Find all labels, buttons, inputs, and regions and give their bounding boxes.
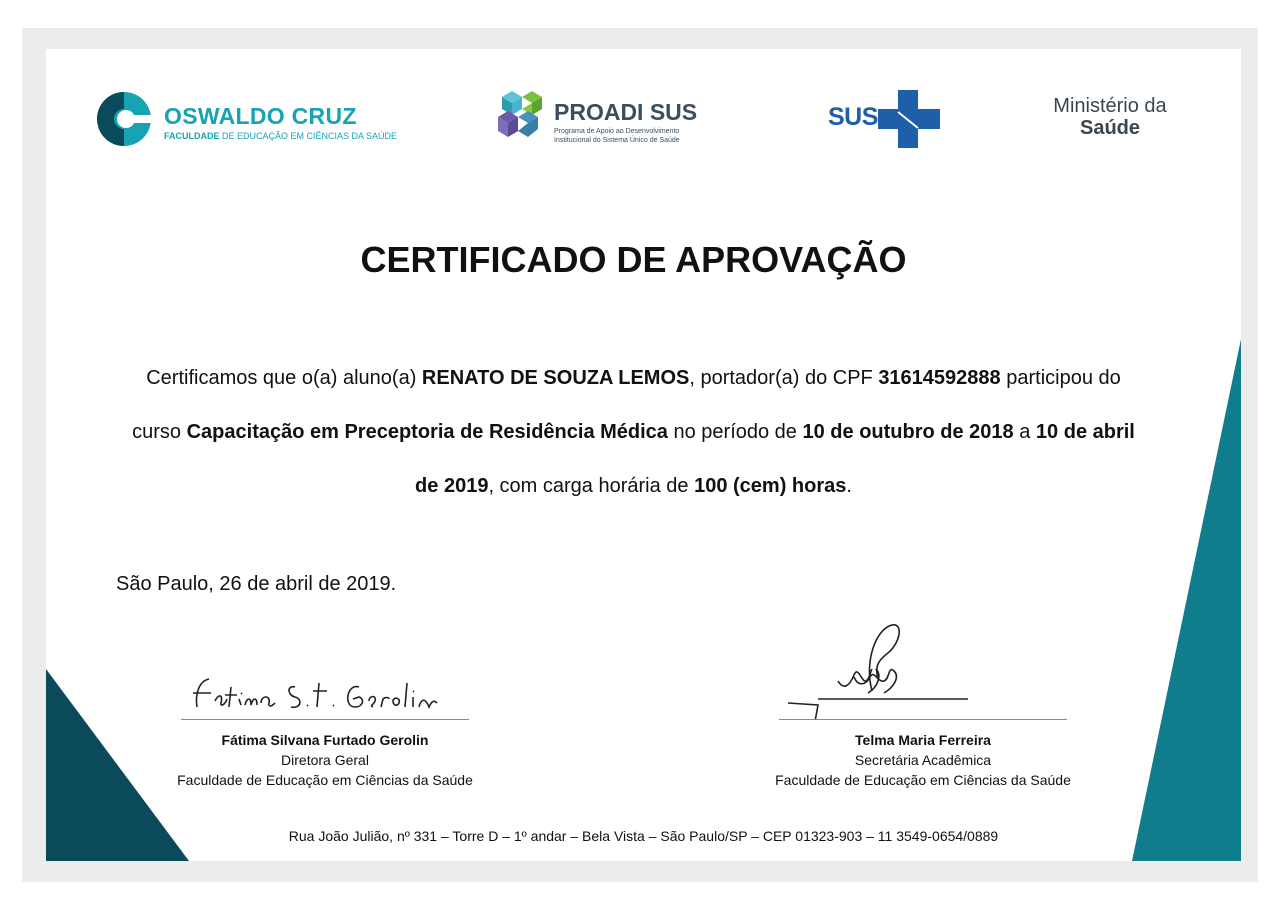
sus-cross-icon (878, 90, 940, 148)
proadi-cubes-icon (494, 87, 550, 143)
ministerio-line2: Saúde (1079, 117, 1141, 139)
body-text-6: , com carga horária de (488, 475, 695, 497)
place-date: São Paulo, 26 de abril de 2019. (116, 573, 397, 595)
body-text-7: . (846, 475, 852, 497)
ministerio-line1: Ministério da (1053, 95, 1167, 117)
sus-logo (828, 89, 940, 149)
signature-right-line (779, 719, 1067, 720)
certificate-page (46, 49, 1241, 861)
signature-right-loops (814, 621, 934, 701)
signature-left-name: Fátima Silvana Furtado Gerolin (221, 732, 429, 748)
signature-left-org: Faculdade de Educação em Ciências da Saúde (177, 772, 473, 788)
proadi-subtitle: Programa de Apoio ao Desenvolvimento Institucional do Sistema Único de Saúde (554, 128, 680, 144)
course-name: Capacitação em Preceptoria de Residência Médica (186, 421, 668, 443)
oswaldo-cruz-logo (96, 91, 416, 149)
signature-right-role: Secretária Acadêmica (854, 752, 992, 768)
signature-left-handwriting (175, 669, 475, 719)
student-name: RENATO DE SOUZA LEMOS (421, 367, 690, 389)
signature-left-role: Diretora Geral (281, 752, 369, 768)
body-text-3: participou do curso (132, 367, 1121, 443)
body-text-2: , portador(a) do CPF (689, 367, 879, 389)
oswaldo-cruz-subtitle: FACULDADE DE EDUCAÇÃO EM CIÊNCIAS DA SAÚDE (164, 131, 398, 141)
course-hours: 100 (cem) horas (694, 475, 847, 497)
proadi-sus-logo (494, 87, 724, 147)
sus-title: SUS (828, 103, 878, 131)
student-cpf: 31614592888 (878, 367, 1001, 389)
signature-right-name: Telma Maria Ferreira (855, 732, 991, 748)
oswaldo-cruz-emblem-icon (96, 91, 156, 151)
end-date: 10 de abril de 2019 (415, 421, 1135, 497)
body-text-5: a (1013, 421, 1036, 443)
body-text-1: Certificamos que o(a) aluno(a) (146, 367, 422, 389)
footer-address: Rua João Julião, nº 331 – Torre D – 1º andar – Bela Vista – São Paulo/SP – CEP 01323-903 – 11 3549-0654/0889 (288, 828, 999, 844)
oswaldo-cruz-title: OSWALDO CRUZ (164, 103, 357, 129)
signature-right-org: Faculdade de Educação em Ciências da Saúde (775, 772, 1071, 788)
ministerio-saude-logo (1040, 95, 1180, 145)
signature-left-line (181, 719, 469, 720)
proadi-title: PROADI SUS (554, 99, 698, 125)
start-date: 10 de outubro de 2018 (802, 421, 1014, 443)
certificate-body (126, 351, 1141, 513)
signature-left (160, 669, 490, 790)
certificate-title: CERTIFICADO DE APROVAÇÃO (360, 239, 907, 280)
body-text-4: no período de (667, 421, 803, 443)
